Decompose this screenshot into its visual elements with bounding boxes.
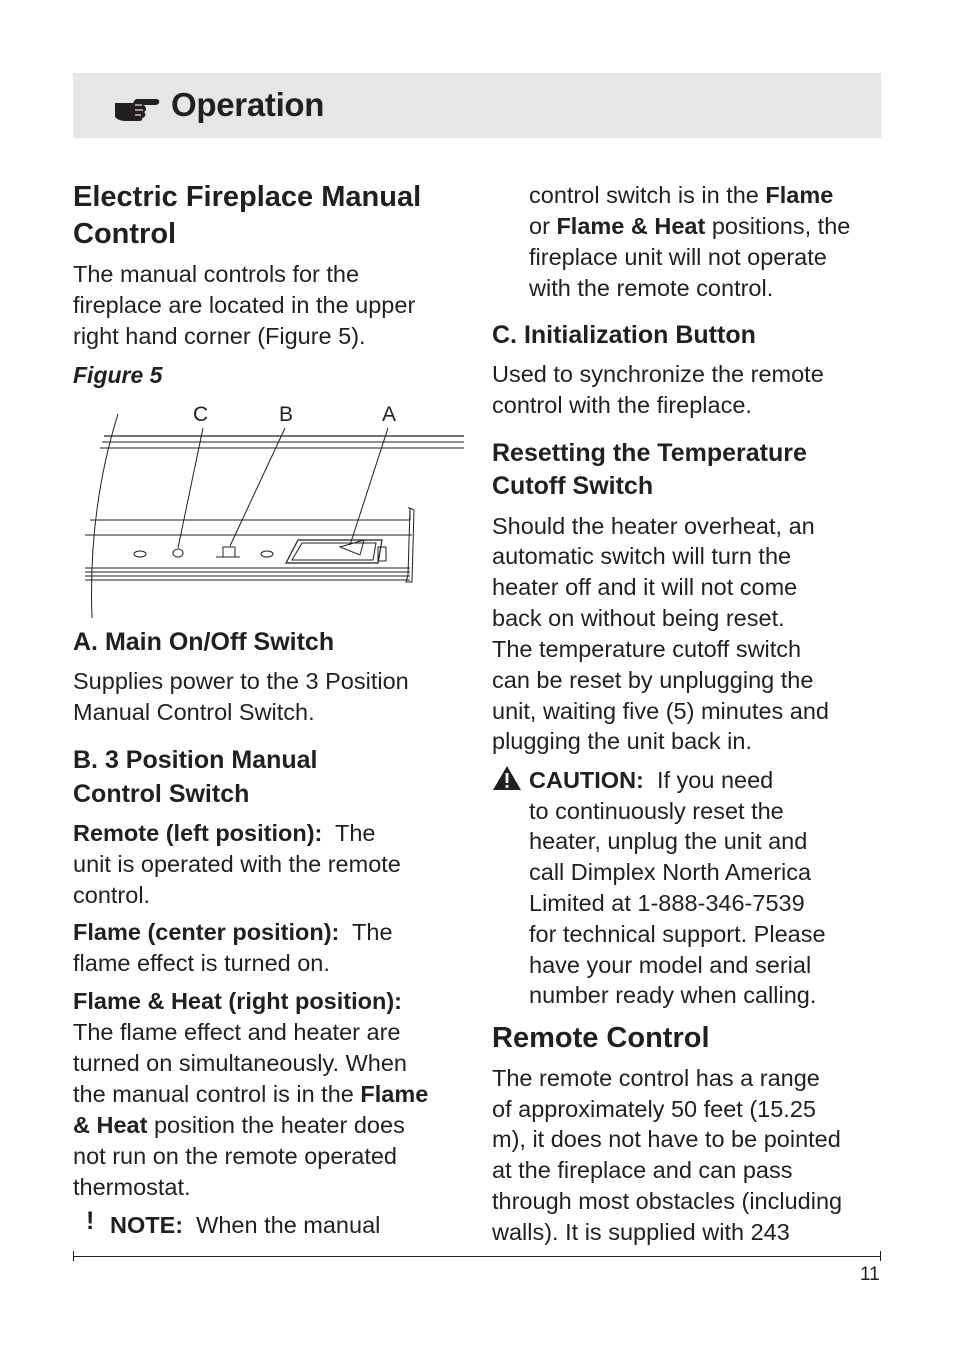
label-a: A <box>382 403 397 426</box>
reset-title: Cutoff Switch <box>492 472 654 500</box>
note-cont-bold: Flame <box>765 182 834 208</box>
caution-text: Limited at 1-888-346-7539 <box>529 890 805 916</box>
caution-text: call Dimplex North America <box>529 859 812 885</box>
remote-text: at the fireplace and can pass <box>492 1157 793 1183</box>
remote-text: m), it does not have to be pointed <box>492 1126 841 1152</box>
reset-text: unit, waiting five (5) minutes and <box>492 698 829 724</box>
reset-text: The temperature cutoff switch <box>492 636 802 662</box>
note-continued: with the remote control. <box>529 275 774 301</box>
footer-tick <box>880 1251 881 1261</box>
caution-text: have your model and serial <box>529 952 812 978</box>
flame-heat-text: position the heater does <box>153 1112 405 1138</box>
label-c: C <box>193 403 209 426</box>
flame-position-line <box>73 917 393 948</box>
reset-text: automatic switch will turn the <box>492 543 792 569</box>
intro-line: right hand corner (Figure 5). <box>73 323 366 349</box>
caution-text: to continuously reset the <box>529 798 784 824</box>
reset-title: Resetting the Temperature <box>492 439 807 467</box>
note-continued <box>529 211 850 242</box>
section-b-title: Control Switch <box>73 780 250 808</box>
caution-text: heater, unplug the unit and <box>529 828 808 854</box>
note-continued: fireplace unit will not operate <box>529 244 827 270</box>
section-header <box>73 73 881 138</box>
remote-position-line <box>73 818 375 849</box>
note-label: NOTE: <box>110 1212 184 1238</box>
heading-line-2: Control <box>73 218 177 250</box>
remote-position-text: The <box>334 820 376 846</box>
reset-text: Should the heater overheat, an <box>492 513 815 539</box>
heading-line-1: Electric Fireplace Manual <box>73 181 422 213</box>
footer-rule <box>73 1256 881 1257</box>
flame-heat-position-label <box>73 986 402 1017</box>
flame-position-text: flame effect is turned on. <box>73 950 330 976</box>
remote-text: of approximately 50 feet (15.25 <box>492 1096 816 1122</box>
note-continued <box>529 180 833 211</box>
note-exclamation-icon: ! <box>86 1207 95 1235</box>
section-c-text: control with the fireplace. <box>492 392 752 418</box>
figure-label: Figure 5 <box>73 362 163 388</box>
note-cont-bold: Flame & Heat <box>556 213 706 239</box>
section-c-text: Used to synchronize the remote <box>492 361 824 387</box>
label-b: B <box>279 403 294 426</box>
section-c-title: C. Initialization Button <box>492 321 756 349</box>
warning-triangle-icon <box>492 765 522 791</box>
flame-position-text: The <box>352 919 393 945</box>
remote-control-title: Remote Control <box>492 1022 710 1054</box>
heat-bold: & Heat <box>73 1112 148 1138</box>
pointing-hand-icon <box>113 93 161 121</box>
caution-text: for technical support. Please <box>529 921 826 947</box>
section-b-title: B. 3 Position Manual <box>73 746 318 774</box>
control-panel-drawing <box>80 400 465 620</box>
intro-line: fireplace are located in the upper <box>73 292 416 318</box>
remote-text: through most obstacles (including <box>492 1188 843 1214</box>
reset-text: heater off and it will not come <box>492 574 798 600</box>
section-a-title: A. Main On/Off Switch <box>73 628 335 656</box>
figure-5-diagram <box>80 400 465 620</box>
page-number: 11 <box>860 1264 880 1285</box>
caution-text: If you need <box>656 767 774 793</box>
note-line <box>110 1210 380 1241</box>
flame-heat-text: not run on the remote operated <box>73 1143 397 1169</box>
note-cont-text: positions, the <box>711 213 851 239</box>
flame-heat-text-line <box>73 1110 405 1141</box>
flame-heat-label: Flame & Heat (right position): <box>73 988 402 1014</box>
intro-line: The manual controls for the <box>73 261 360 287</box>
flame-position-label: Flame (center position): <box>73 919 340 945</box>
flame-heat-text: turned on simultaneously. When <box>73 1050 407 1076</box>
note-cont-text: control switch is in the <box>529 182 759 208</box>
reset-text: back on without being reset. <box>492 605 785 631</box>
remote-text: walls). It is supplied with 243 <box>492 1219 790 1245</box>
flame-heat-text: thermostat. <box>73 1174 191 1200</box>
section-a-text: Supplies power to the 3 Position <box>73 668 409 694</box>
section-a-text: Manual Control Switch. <box>73 699 315 725</box>
remote-text: The remote control has a range <box>492 1065 820 1091</box>
caution-text: number ready when calling. <box>529 982 817 1008</box>
note-cont-text: or <box>529 213 550 239</box>
reset-text: plugging the unit back in. <box>492 728 752 754</box>
caution-line <box>529 765 773 796</box>
note-text: When the manual <box>196 1212 381 1238</box>
flame-heat-text-line <box>73 1079 428 1110</box>
footer-tick <box>73 1251 74 1261</box>
reset-text: can be reset by unplugging the <box>492 667 814 693</box>
flame-heat-text: The flame effect and heater are <box>73 1019 401 1045</box>
remote-position-text: unit is operated with the remote <box>73 851 401 877</box>
remote-position-text: control. <box>73 882 151 908</box>
flame-heat-text: the manual control is in the <box>73 1081 354 1107</box>
remote-position-label: Remote (left position): <box>73 820 323 846</box>
page-title: Operation <box>171 86 325 123</box>
flame-bold: Flame <box>360 1081 429 1107</box>
caution-label: CAUTION: <box>529 767 644 793</box>
